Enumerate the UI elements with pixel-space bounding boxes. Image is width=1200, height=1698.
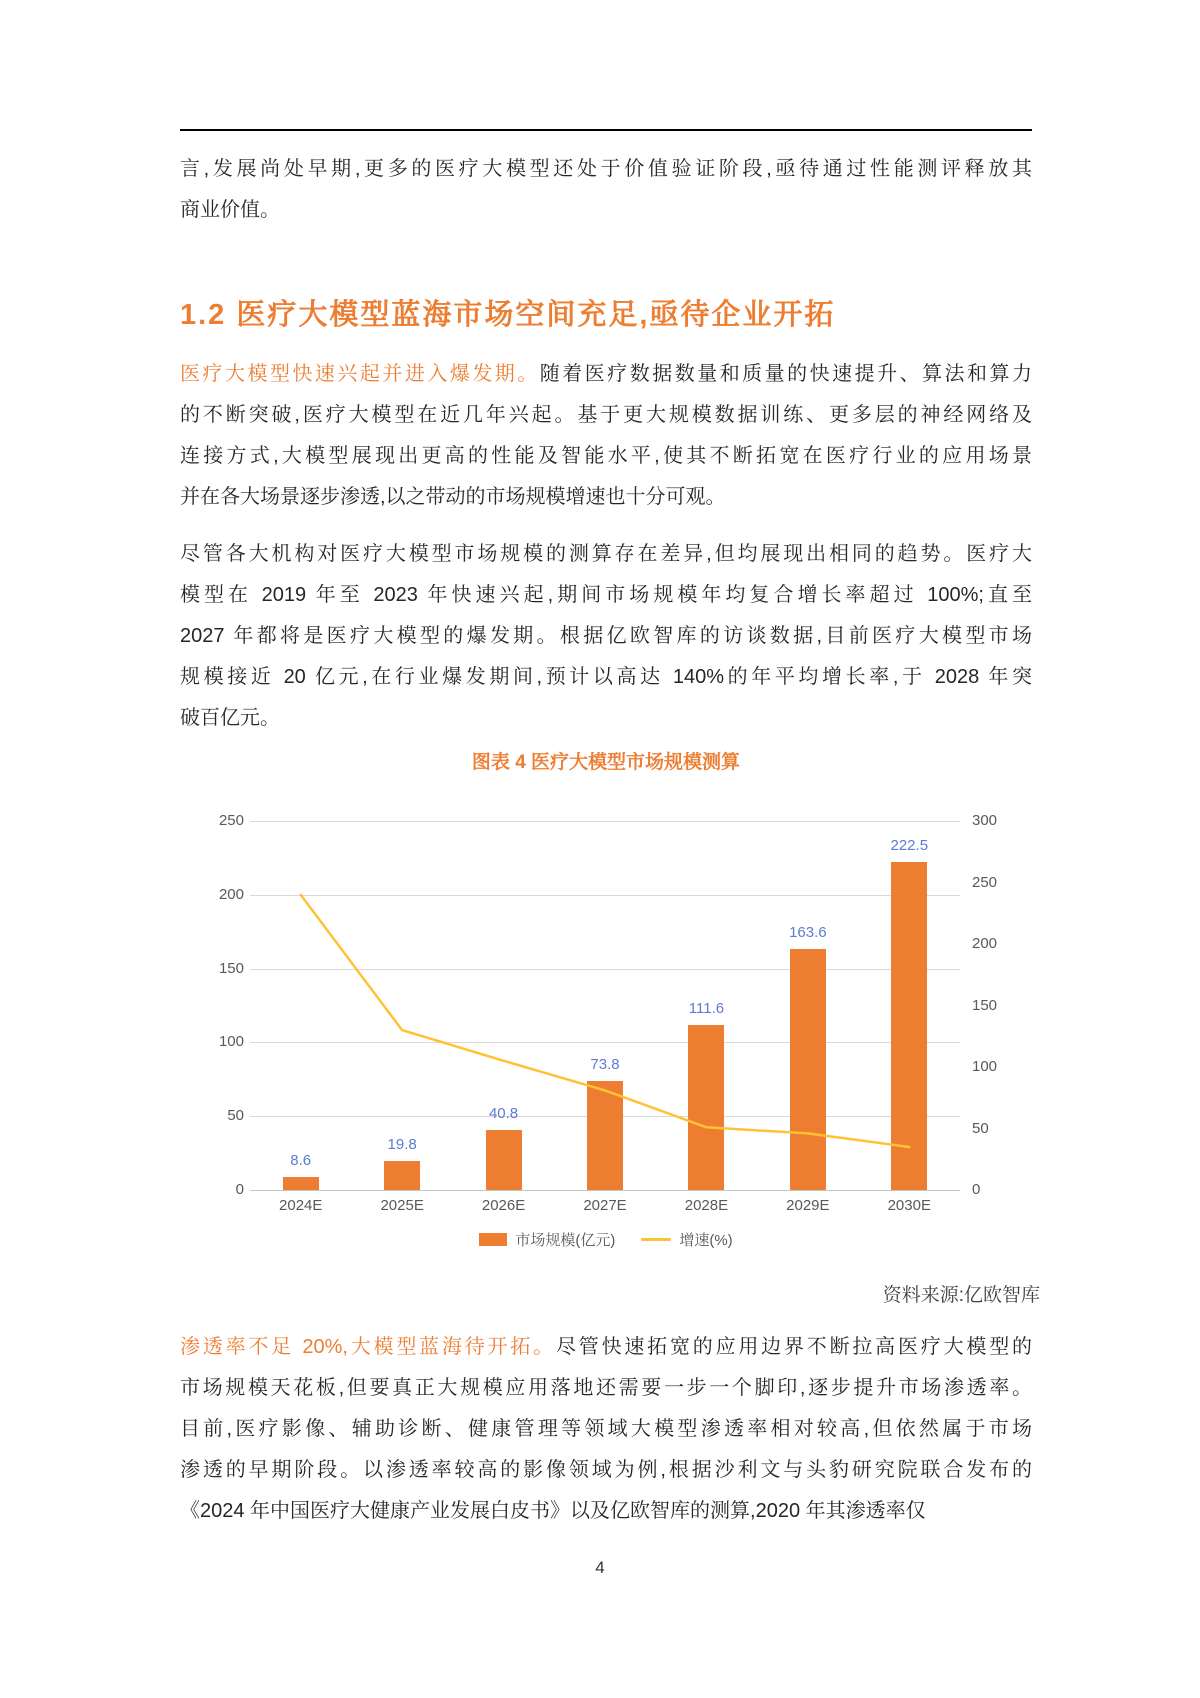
legend-label-growth: 增速(%): [679, 1231, 733, 1249]
chart-bar: [688, 1025, 724, 1190]
legend-item-market-size: [479, 1229, 615, 1250]
axis-tick-label-left: 50: [227, 1107, 244, 1125]
x-axis-label: 2025E: [380, 1197, 424, 1214]
chart-gridline: [250, 1042, 960, 1043]
chart-bar: [790, 949, 826, 1190]
text-line: 并在各大场景逐步渗透,以之带动的市场规模增速也十分可观。: [180, 486, 726, 508]
axis-tick-label-right: 0: [972, 1181, 981, 1198]
axis-tick-label-right: 150: [972, 996, 998, 1014]
chart-bar-label: 73.8: [590, 1056, 620, 1074]
axis-tick-label-left: 100: [218, 1033, 244, 1051]
text-line: 规模接近 20 亿元,在行业爆发期间,预计以高达 140%的年平均增长率,于 2028 年突: [180, 666, 1032, 688]
paragraph-body-text: 尽管快速拓宽的应用边界不断拉高医疗大模型的: [555, 1336, 1032, 1358]
x-axis-label: 2026E: [481, 1197, 526, 1214]
x-axis-label: 2028E: [684, 1197, 729, 1214]
text-line: 市场规模天花板,但要真正大规模应用落地还需要一步一个脚印,逐步提升市场渗透率。: [180, 1377, 1032, 1399]
x-axis-label: 2024E: [279, 1197, 323, 1214]
chart-bar: [384, 1161, 420, 1190]
paragraph-body-text: 随着医疗数据数量和质量的快速提升、算法和算力: [539, 363, 1032, 385]
chart-bar: [486, 1130, 522, 1190]
figure-title: 图表 4 医疗大模型市场规模测算: [471, 752, 741, 773]
x-axis-label: 2030E: [887, 1197, 931, 1214]
chart-bar-label: 8.6: [290, 1152, 312, 1170]
chart-bar-label: 111.6: [688, 1000, 725, 1018]
chart-legend: [180, 1228, 1032, 1250]
text-line: 的不断突破,医疗大模型在近几年兴起。基于更大规模数据训练、更多层的神经网络及: [180, 404, 1032, 426]
line-series-swatch-icon: [641, 1238, 671, 1241]
text-line: 模型在 2019 年至 2023 年快速兴起,期间市场规模年均复合增长率超过 100%;直至: [180, 584, 1032, 606]
paragraph-lead-text: 渗透率不足 20%,大模型蓝海待开拓。: [180, 1336, 556, 1358]
x-axis-label: 2027E: [583, 1197, 627, 1214]
axis-tick-label-left: 0: [235, 1181, 244, 1198]
text-line: 连接方式,大模型展现出更高的性能及智能水平,使其不断拓宽在医疗行业的应用场景: [180, 445, 1032, 467]
legend-label-market-size: 市场规模(亿元): [515, 1231, 616, 1249]
chart-axis-baseline: [250, 1190, 960, 1191]
text-line: 破百亿元。: [180, 707, 280, 729]
axis-tick-label-right: 200: [972, 935, 998, 952]
axis-tick-label-right: 250: [972, 873, 998, 891]
axis-tick-label-right: 300: [972, 812, 998, 829]
page-number: 4: [595, 1558, 605, 1577]
paragraph-lead-text: 医疗大模型快速兴起并进入爆发期。: [180, 363, 540, 385]
source-note: 资料来源:亿欧智库: [882, 1285, 1040, 1306]
chart-bar: [587, 1081, 623, 1190]
section-heading: 1.2 医疗大模型蓝海市场空间充足,亟待企业开拓: [180, 299, 836, 331]
bar-series-swatch-icon: [479, 1233, 507, 1246]
axis-tick-label-right: 100: [972, 1058, 998, 1075]
text-line: 商业价值。: [180, 199, 280, 221]
text-line: 渗透的早期阶段。以渗透率较高的影像领域为例,根据沙利文与头豹研究院联合发布的: [180, 1459, 1032, 1481]
chart-gridline: [250, 895, 960, 896]
text-line: [180, 1327, 1032, 1368]
closing-paragraph: [180, 1327, 1032, 1532]
chart-bar-label: 222.5: [890, 836, 929, 854]
chart-bar-label: 163.6: [789, 923, 827, 941]
chart-bar-label: 40.8: [488, 1104, 519, 1122]
axis-tick-label-left: 250: [218, 812, 244, 829]
axis-tick-label-right: 50: [972, 1119, 989, 1137]
chart-bar-label: 19.8: [387, 1135, 417, 1153]
text-line: 目前,医疗影像、辅助诊断、健康管理等领域大模型渗透率相对较高,但依然属于市场: [180, 1418, 1032, 1440]
text-line: 言,发展尚处早期,更多的医疗大模型还处于价值验证阶段,亟待通过性能测评释放其: [180, 158, 1032, 180]
chart-bar: [891, 862, 927, 1190]
axis-tick-label-left: 150: [218, 959, 244, 977]
chart-gridline: [250, 969, 960, 970]
axis-tick-label-left: 200: [218, 885, 244, 903]
text-line: 2027 年都将是医疗大模型的爆发期。根据亿欧智库的访谈数据,目前医疗大模型市场: [180, 625, 1032, 647]
x-axis-label: 2029E: [786, 1197, 830, 1214]
text-line: 《2024 年中国医疗大健康产业发展白皮书》以及亿欧智库的测算,2020 年其渗透率仅: [180, 1500, 926, 1522]
legend-item-growth: [641, 1229, 732, 1250]
chart-gridline: [250, 821, 960, 822]
text-line: 尽管各大机构对医疗大模型市场规模的测算存在差异,但均展现出相同的趋势。医疗大: [180, 543, 1032, 565]
chart-bar: [283, 1177, 319, 1190]
